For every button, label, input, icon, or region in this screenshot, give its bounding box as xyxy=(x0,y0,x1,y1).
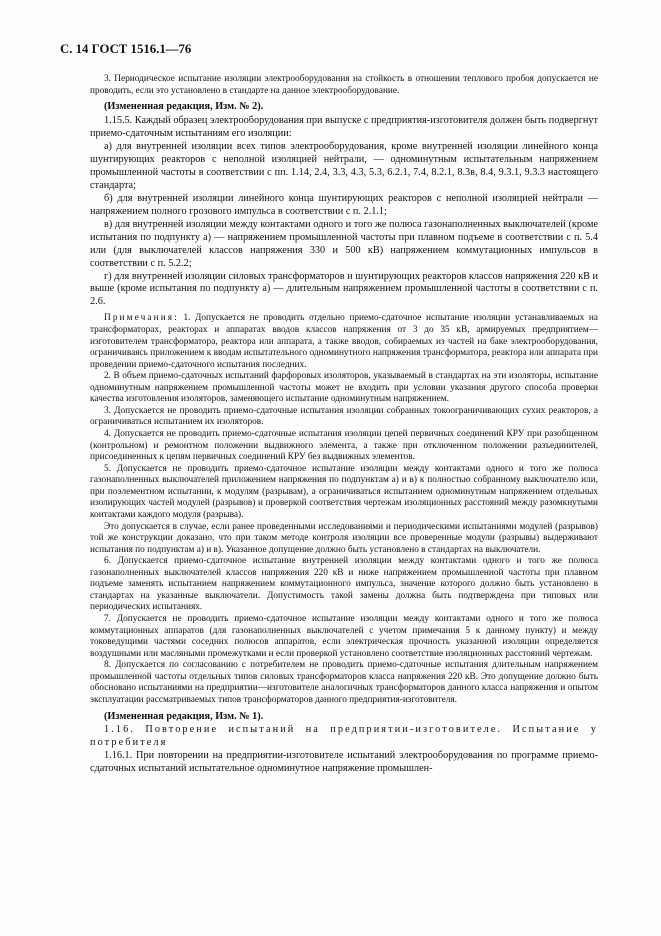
section-1-16-title: 1.16. Повторение испытаний на предприятии-изготовителе. Испытание у потребителя xyxy=(90,724,598,749)
item-v: в) для внутренней изоляции между контактами одного и того же полюса газонаполненных выключателей (кроме испытания по подпункту а) — напряжением промышленной частоты при плавном подъеме в соответствии с п. 5.4 или (для выключателей классов напряжения 330 и 500 кВ) напряжением коммутационных импульсов в соответствии с п. 5.2.2; xyxy=(90,218,598,269)
note-6: 6. Допускается приемо-сдаточное испытание внутренней изоляции между контактами одного и того же полюса газонаполненных выключателей классов напряжения 220 кВ и ниже напряжением промышленной частоты при плавном подъеме заменять испытанием напряжением коммутационного импульса, значение которого должно быть установлено в стандартах на указанные выключатели. Допустимость такой замены должна быть подтверждена при типовых или периодических испытаниях. xyxy=(90,556,598,613)
note-3: 3. Допускается не проводить приемо-сдаточные испытания изоляции собранных токоограничивающих сухих реакторов, а ограничиваться испытанием их изоляторов. xyxy=(90,405,598,428)
revision-note-2: (Измененная редакция, Изм. № 2). xyxy=(104,101,264,113)
note-5-continued: Это допускается в случае, если ранее проведенными исследованиями и периодическими испытаниями модулей (разрывов) той же конструкции доказано, что при таком методе контроля изоляции все проверенные модули (разрывы) выдерживают испытания по подпунктам а) и в). Указанное допущение должно быть установлено в стандартах на выключатели. xyxy=(90,521,598,555)
clause-1-15-5: 1.15.5. Каждый образец электрооборудования при выпуске с предприятия-изготовителя должен быть подвергнут приемо-сдаточным испытаниям его изоляции: xyxy=(90,115,598,140)
revision-note-1: (Измененная редакция, Изм. № 1). xyxy=(104,710,264,722)
note-1-text: 1. Допускается не проводить отдельно приемо-сдаточное испытание изоляции устанавливаемых на трансформаторах, реакторах и аппаратах вводов классов напряжения от 3 до 35 кВ, армируемых предприятием—изготовителем трансформатора, реактора или аппарата, а также вводов, собираемых из частей на баке электрооборудования, ограничиваясь приложением к вводам испытательного одноминутного напряжения трансформатора, реактора или аппарата при проведении приемо-сдаточного испытания последних. xyxy=(90,313,598,370)
note-2: 2. В объем приемо-сдаточных испытаний фарфоровых изоляторов, указываемый в стандартах на эти изоляторы, испытание одноминутным напряжением промышленной частоты может не входить при условии указания другого способа проверки качества изготовления изоляторов, заменяющего испытание одноминутным напряжением. xyxy=(90,371,598,405)
item-b: б) для внутренней изоляции линейного конца шунтирующих реакторов с неполной изоляцией нейтрали — напряжением полного грозового импульса в соответствии с п. 2.1.1; xyxy=(90,192,598,217)
clause-1-16-1: 1.16.1. При повторении на предприятии-изготовителе испытаний электрооборудования по программе приемо-сдаточных испытаний испытательное одноминутное напряжение промышлен- xyxy=(90,750,598,775)
notes-label: Примечания: xyxy=(104,313,179,324)
note-8: 8. Допускается по согласованию с потребителем не проводить приемо-сдаточные испытания длительным напряжением промышленной частоты отдельных типов силовых трансформаторов класса напряжения 220 кВ. Это допущение должно быть обосновано испытаниями на предприятии—изготовителе аналогичных трансформаторов данного класса напряжения и опытом эксплуатации рассматриваемых типов трансформаторов данного предприятия-изготовителя. xyxy=(90,660,598,705)
page-header: С. 14 ГОСТ 1516.1—76 xyxy=(60,42,192,56)
document-body xyxy=(90,74,598,776)
note-7: 7. Допускается не проводить приемо-сдаточное испытание изоляции между контактами одного и того же полюса коммутационных аппаратов (для газонаполненных выключателей с учетом примечания 5 к данному пункту) и между токоведущими частями соседних полюсов аппаратов, если электрическая прочность указанной изоляции определяется воздушными или масляными промежутками и если проверкой установлено соответствие изоляционных расстояний чертежам. xyxy=(90,614,598,659)
note-1 xyxy=(90,313,598,371)
note-5: 5. Допускается не проводить приемо-сдаточное испытание изоляции между контактами одного и того же полюса газонаполненных выключателей приложением напряжения по подпунктам а) и в) к полностью собранному выключателю или, при поэлементном испытании, к модулям (разрывам), а ограничиваться испытанием одноминутным напряжением отдельных изолирующих частей модулей (разрывов) и проверкой соответствия чертежам изоляционных расстояний между разомкнутыми контактами каждого модуля (разрыва). xyxy=(90,463,598,520)
item-g: г) для внутренней изоляции силовых трансформаторов и шунтирующих реакторов классов напряжения 220 кВ и выше (кроме испытания по подпункту а) — длительным напряжением промышленной частоты в соответствии с п. 2.6. xyxy=(90,270,598,308)
note-4: 4. Допускается не проводить приемо-сдаточные испытания изоляции цепей первичных соединений КРУ при разобщенном (контрольном) и ремонтном положении выдвижного элемента, а также при отключенном положении разъединителей, присоединенных к цепям первичных соединений КРУ без выдвижных элементов. xyxy=(90,429,598,463)
item-a: а) для внутренней изоляции всех типов электрооборудования, кроме внутренней изоляции линейного конца шунтирующих реакторов с неполной изоляцией нейтрали, — одноминутным испытательным напряжением промышленной частоты в соответствии с пп. 1.14, 2.4, 3.3, 4.3, 5.3, 6.2.1, 7.4, 8.2.1, 8.3в, 8.4, 9.3.1, 9.3.3 настоящего стандарта; xyxy=(90,140,598,191)
note-3-thermal: 3. Периодическое испытание изоляции электрооборудования на стойкость в отношении теплового пробоя допускается не проводить, если это установлено в стандарте на данное электрооборудование. xyxy=(90,74,598,96)
